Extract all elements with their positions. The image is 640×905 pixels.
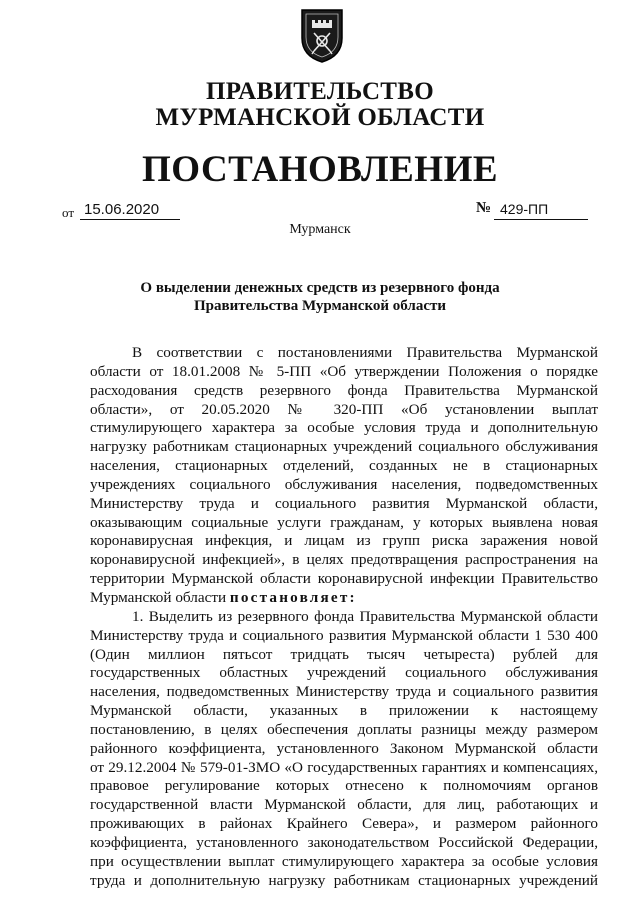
body-line: Министерству труда и социального развития Мурманской области 1 530 400	[90, 626, 598, 644]
document-date: 15.06.2020	[80, 200, 180, 220]
date-label: от	[62, 205, 75, 220]
subject-line1: О выделении денежных средств из резервного фонда	[140, 280, 500, 296]
body-line: коэффициента, установленного законодательством Российской Федерации,	[90, 833, 598, 851]
body-line: стимулирующего характера за особые условия труда и дополнительную	[90, 419, 598, 437]
document-body	[90, 344, 598, 890]
body-line: проживающих в районах Крайнего Севера», и размером районного	[90, 815, 598, 833]
body-line: труда и дополнительную нагрузку работникам стационарных учреждений	[90, 871, 598, 889]
body-line: государственных областных учреждений социального обслуживания	[90, 664, 598, 682]
body-line: Министерству труда и социального развития Мурманской области,	[90, 494, 598, 512]
body-line: районного коэффициента, установленного Законом Мурманской области	[90, 739, 598, 757]
body-line: области от 18.01.2008 № 5-ПП «Об утверждении Положения о порядке	[90, 362, 598, 380]
decree-word: постановляет:	[229, 588, 357, 606]
body-line: В соответствии с постановлениями Правительства Мурманской	[132, 344, 598, 361]
document-number: 429-ПП	[494, 200, 588, 220]
body-line: от 29.12.2004 № 579-01-ЗМО «О государственных гарантиях и компенсациях,	[90, 758, 598, 776]
body-line: коронавирусная инфекция, и лицам из групп риска заражения новой	[90, 532, 598, 550]
body-line: правовое регулирование которых отнесено к полномочиям органов	[90, 777, 598, 795]
body-line: расходования средств резервного фонда Правительства Мурманской	[90, 381, 598, 399]
body-line: оказывающим социальные услуги гражданам, у которых выявлена новая	[90, 513, 598, 531]
subject-line2: Правительства Мурманской области	[193, 298, 447, 314]
body-line: населения, стационарных отделений, созданных не в стационарных	[90, 457, 598, 475]
body-line: (Один миллион пятьсот тридцать тысяч четыреста) рублей для	[90, 645, 598, 663]
number-label: №	[476, 200, 492, 216]
body-line-text: Мурманской области	[90, 588, 227, 606]
murmansk-coat-of-arms-icon	[300, 8, 344, 64]
organization-name-line2: МУРМАНСКОЙ ОБЛАСТИ	[155, 104, 485, 131]
body-line: населения, подведомственных Министерству труда и социального развития	[90, 683, 598, 701]
body-line-decree	[90, 589, 598, 608]
organization-name-line1: ПРАВИТЕЛЬСТВО	[206, 78, 434, 105]
body-line: коронавирусной инфекцией», в целях предотвращения распространения на	[90, 551, 598, 569]
body-line: при осуществлении выплат стимулирующего характера за особые условия	[90, 852, 598, 870]
body-line: территории Мурманской области коронавирусной инфекции Правительство	[90, 570, 598, 588]
body-line: учреждениях социального обслуживания населения, подведомственных	[90, 475, 598, 493]
body-line: государственной власти Мурманской области, для лиц, работающих и	[90, 796, 598, 814]
city-name: Мурманск	[289, 222, 351, 237]
body-line: нагрузку работникам стационарных учреждений социального обслуживания	[90, 438, 598, 456]
document-type: ПОСТАНОВЛЕНИЕ	[141, 149, 499, 190]
body-line: области», от 20.05.2020 № 320-ПП «Об установлении выплат	[90, 400, 598, 418]
body-line: Мурманской области, указанных в приложении к настоящему	[90, 702, 598, 720]
body-line: 1. Выделить из резервного фонда Правительства Мурманской области	[132, 607, 598, 625]
body-line: постановлению, в целях обеспечения доплаты разницы между размером	[90, 720, 598, 738]
